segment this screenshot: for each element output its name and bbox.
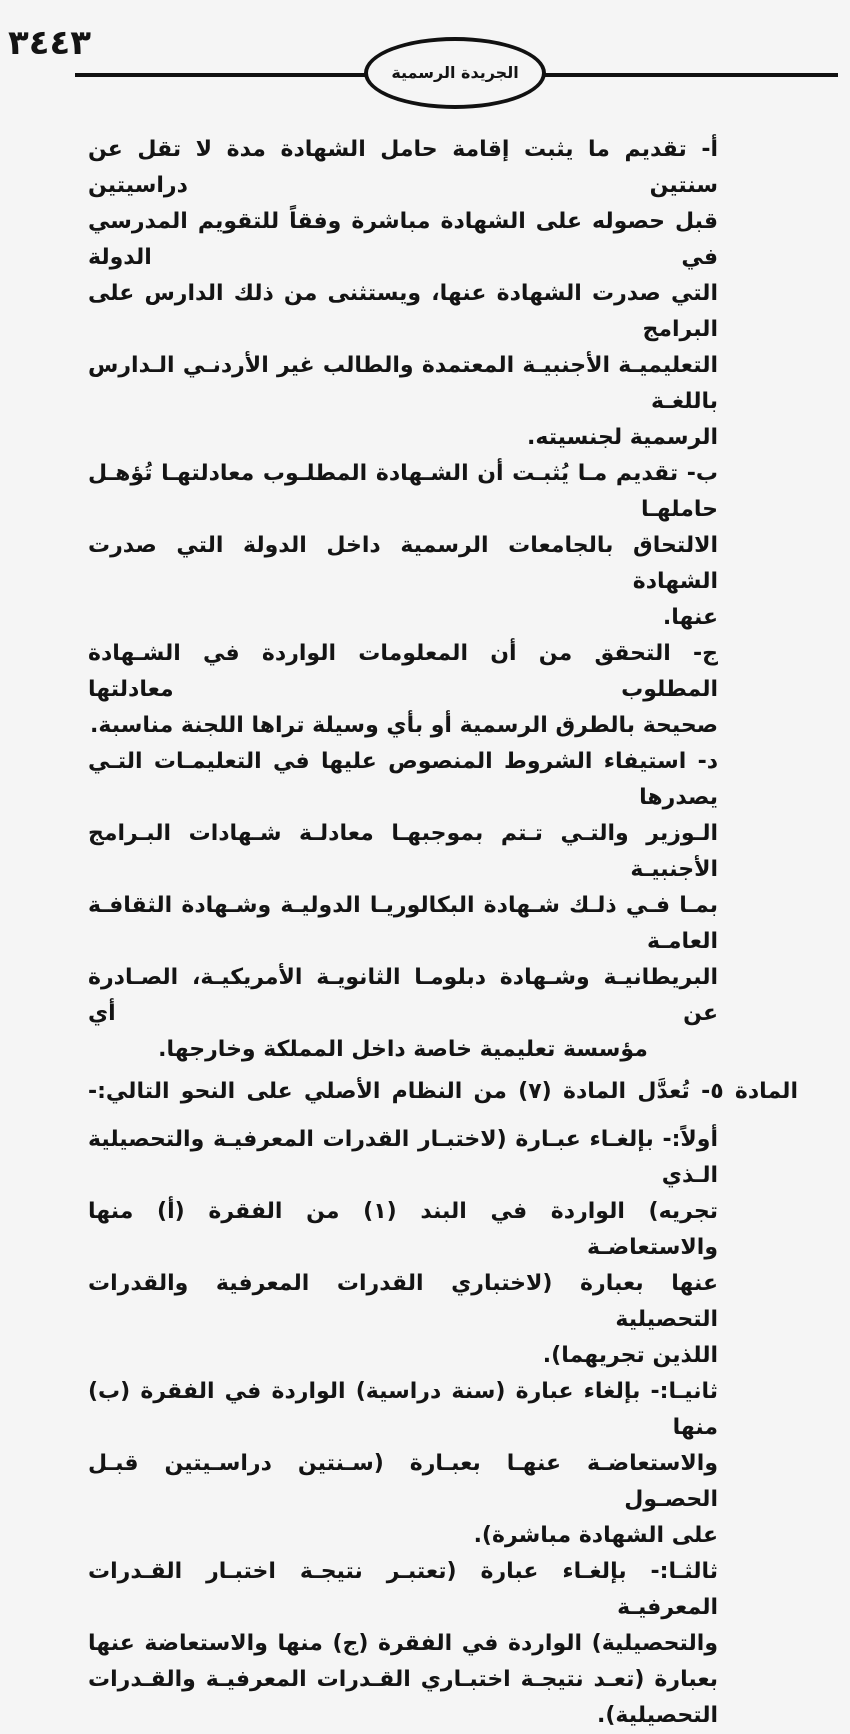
text-line: بعبارة (تعـد نتيجـة اختبـاري القـدرات المعرفيـة والقـدرات	[88, 1667, 718, 1692]
paragraph-amendment-first	[88, 1122, 718, 1374]
text-line: التحصيلية).	[596, 1703, 718, 1728]
text-line: ثانيـا:- بإلغاء عبارة (سنة دراسية) الواردة في الفقرة (ب) منها	[88, 1379, 718, 1440]
text-line: صحيحة بالطرق الرسمية أو بأي وسيلة تراها اللجنة مناسبة.	[90, 713, 718, 738]
document-body	[88, 132, 798, 1734]
text-line: المادة ٥- تُعدَّل المادة (٧) من النظام الأصلي على النحو التالي:-	[88, 1079, 798, 1104]
text-line: والاستعاضـة عنهـا بعبـارة (سـنتين دراسـيتين قبـل الحصـول	[88, 1451, 718, 1512]
text-line: البريطانيـة وشـهادة دبلومـا الثانويـة الأمريكيـة، الصـادرة عن أي	[88, 965, 718, 1026]
text-line: ب- تقديم مـا يُثبـت أن الشـهادة المطلـوب معادلتهـا تُؤهـل حاملهـا	[88, 461, 718, 522]
text-line: مؤسسة تعليمية خاصة داخل المملكة وخارجها.	[158, 1037, 648, 1062]
text-line: اللذين تجريهما).	[542, 1343, 718, 1368]
text-line: على الشهادة مباشرة).	[473, 1523, 718, 1548]
paragraph-amendment-third	[88, 1554, 718, 1734]
text-line: تجريه) الواردة في البند (١) من الفقرة (أ) منها والاستعاضـة	[88, 1199, 718, 1260]
text-line: عنها بعبارة (لاختباري القدرات المعرفية والقدرات التحصيلية	[88, 1271, 718, 1332]
gazette-title: الجريدة الرسمية	[391, 62, 519, 82]
paragraph-clause-b	[88, 456, 718, 636]
text-line: الالتحاق بالجامعات الرسمية داخل الدولة التي صدرت الشهادة	[88, 533, 718, 594]
text-line: د- استيفاء الشروط المنصوص عليها في التعليمـات التـي يصدرها	[88, 749, 718, 810]
text-line: أولاً:- بإلغـاء عبـارة (لاختبـار القدرات المعرفيـة والتحصيلية الـذي	[88, 1127, 718, 1188]
page-number: ٣٤٤٣	[8, 23, 92, 63]
text-line: بمـا فـي ذلـك شـهادة البكالوريـا الدوليـة وشـهادة الثقافـة العامـة	[88, 893, 718, 954]
paragraph-clause-a	[88, 132, 718, 456]
text-line: قبل حصوله على الشهادة مباشرة وفقاً للتقويم المدرسي في الدولة	[88, 209, 718, 270]
text-line: التعليميـة الأجنبيـة المعتمدة والطالب غير الأردنـي الـدارس باللغـة	[88, 353, 718, 414]
text-line: والتحصيلية) الواردة في الفقرة (ج) منها والاستعاضة عنها	[88, 1631, 718, 1656]
paragraph-amendment-second	[88, 1374, 718, 1554]
text-line: أ- تقديم ما يثبت إقامة حامل الشهادة مدة لا تقل عن سنتين دراسيتين	[88, 137, 718, 198]
text-line: ج- التحقق من أن المعلومات الواردة في الشـهادة المطلوب معادلتها	[88, 641, 718, 702]
paragraph-clause-jeem	[88, 636, 718, 744]
page-header	[0, 0, 850, 116]
paragraph-clause-dal	[88, 744, 718, 1068]
text-line: عنها.	[662, 605, 718, 630]
gazette-oval	[364, 37, 546, 109]
text-line: التي صدرت الشهادة عنها، ويستثنى من ذلك الدارس على البرامج	[88, 281, 718, 342]
text-line: الـوزير والتـي تـتم بموجبهـا معادلـة شـهادات البـرامج الأجنبيـة	[88, 821, 718, 882]
paragraph-article-5-amendment	[88, 1074, 798, 1110]
text-line: الرسمية لجنسيته.	[527, 425, 718, 450]
text-line: ثالثـا:- بإلغـاء عبارة (تعتبـر نتيجـة اختبـار القـدرات المعرفيـة	[88, 1559, 718, 1620]
